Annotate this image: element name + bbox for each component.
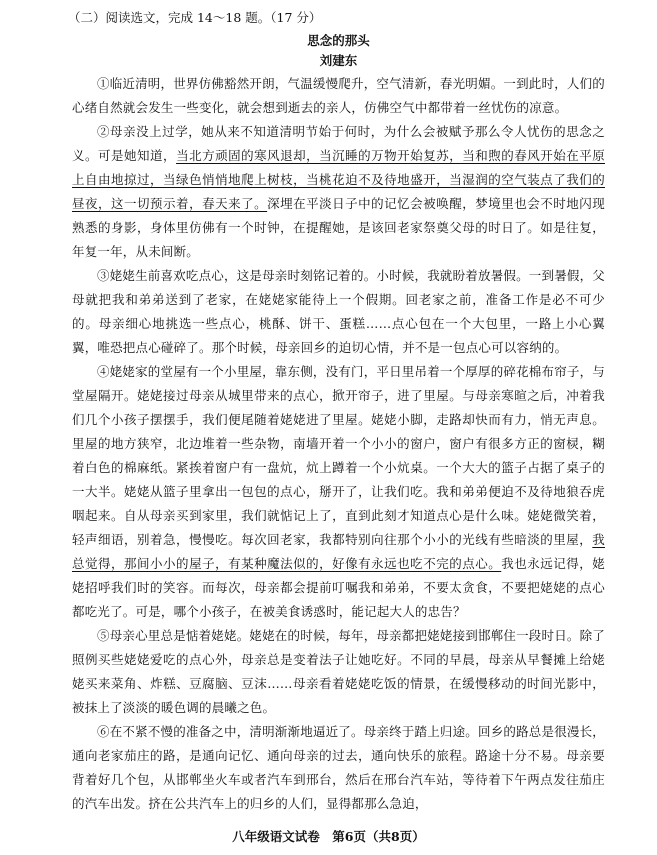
paragraph-text: ①临近清明，世界仿佛豁然开朗，气温缓慢爬升，空气清新，春光明媚。一到此时，人们的心绪自然就会发生一些变化，就会想到逝去的亲人，仿佛空气中都带着一丝忧伤的凉意。: [72, 76, 606, 115]
article-body: [72, 72, 605, 816]
paragraph: [72, 72, 605, 120]
article-author: 刘建东: [319, 53, 358, 68]
paragraph-text: ⑤母亲心里总是惦着姥姥。姥姥在的时候，每年，母亲都把姥姥接到邯郸住一段时日。除了照例买些姥姥爱吃的点心外，母亲总是变着法子让她吃好。不同的早晨，母亲从早餐摊上给姥姥买来菜角、炸糕、豆腐脑、豆沫……母亲看着姥姥吃饭的情景，在缓慢移动的时间光影中，被抹上了淡淡的暖色调的晨曦之色。: [72, 628, 606, 715]
paragraph-text: ④姥姥家的堂屋有一个小里屋，靠东侧，没有门，平日里吊着一个厚厚的碎花棉布帘子，与堂屋隔开。姥姥接过母亲从城里带来的点心，掀开帘子，进了里屋。与母亲寒暄之后，冲着我们几个小孩子摆摆手，我们便尾随着姥姥进了里屋。姥姥小脚，走路却快而有力，悄无声息。里屋的地方狭窄，北边堆着一些杂物，南墙开着一个小小的窗户，窗户有很多方正的窗棂，糊着白色的棉麻纸。紧挨着窗户有一盘炕，炕上蹲着一个小炕桌。一个大大的篮子占据了桌子的一大半。姥姥从篮子里拿出一包包的点心，掰开了，让我们吃。我和弟弟便迫不及待地狼吞虎咽起来。自从母亲买到家里，我们就惦记上了，直到此刻才知道点心是什么味。姥姥微笑着，轻声细语，别着急，慢慢吃。每次回老家，我都特别向往那个小小的光线有些暗淡的里屋，: [72, 364, 606, 547]
paragraph-text: 我也永远记得，姥姥招呼我们时的笑容。而每次，母亲都会提前叮嘱我和弟弟，不要太贪食，不要把姥姥的点心都吃光了。可是，哪个小孩子，在被美食诱惑时，能记起大人的忠告？: [72, 556, 605, 619]
paragraph: [72, 360, 605, 624]
paragraph: [72, 264, 605, 360]
paragraph: [72, 624, 605, 720]
section-header: （二）阅读选文，完成 14～18 题。（17 分）: [68, 10, 322, 25]
paragraph-text: ⑥在不紧不慢的准备之中，清明渐渐地逼近了。母亲终于踏上归途。回乡的路总是很漫长，通向老家茄庄的路，是通向记忆、通向母亲的过去，通向快乐的旅程。路途十分不易。母亲要背着好几个包，从邯郸坐火车或者汽车到邢台，然后在邢台汽车站，等待着下午两点发往茄庄的汽车出发。挤在公共汽车上的归乡的人们，显得都那么急迫，: [72, 724, 606, 811]
paragraph: [72, 720, 605, 816]
paragraph-text: 深埋在平淡日子中的记忆会被唤醒，梦境里也会不时地闪现熟悉的身影，身体里仿佛有一个时钟，在提醒她，是该回老家祭奠父母的时日了。如是往复，年复一年，从未间断。: [72, 196, 605, 259]
paragraph-text: ③姥姥生前喜欢吃点心，这是母亲时刻铭记着的。小时候，我就盼着放暑假。一到暑假，父母就把我和弟弟送到了老家，在姥姥家能待上一个假期。回老家之前，准备工作是必不可少的。母亲细心地挑选一些点心，桃酥、饼干、蛋糕……点心包在一个大包里，一路上小心翼翼，唯恐把点心碰碎了。那个时候，母亲回乡的迫切心情，并不是一包点心可以容纳的。: [72, 268, 606, 355]
underlined-text: 当北方顽固的寒风退却，当沉睡的万物开始复苏，当和煦的春风开始在平原上自由地掠过，当绿色悄悄地爬上树枝，当桃花迫不及待地盛开，当湿润的空气装点了我们的昼夜，这一切预示着，春天来了。: [72, 148, 605, 211]
page-footer: 八年级语文试卷 第6页（共8页）: [232, 829, 425, 844]
article-title: 思念的那头: [307, 33, 370, 48]
paragraph-text: ②母亲没上过学，她从来不知道清明节始于何时，为什么会被赋予那么令人忧伤的思念之义。可是她知道，: [72, 124, 605, 163]
underlined-text: 我总觉得，那间小小的屋子，有某种魔法似的，好像有永远也吃不完的点心。: [72, 532, 605, 571]
paragraph: [72, 120, 605, 264]
